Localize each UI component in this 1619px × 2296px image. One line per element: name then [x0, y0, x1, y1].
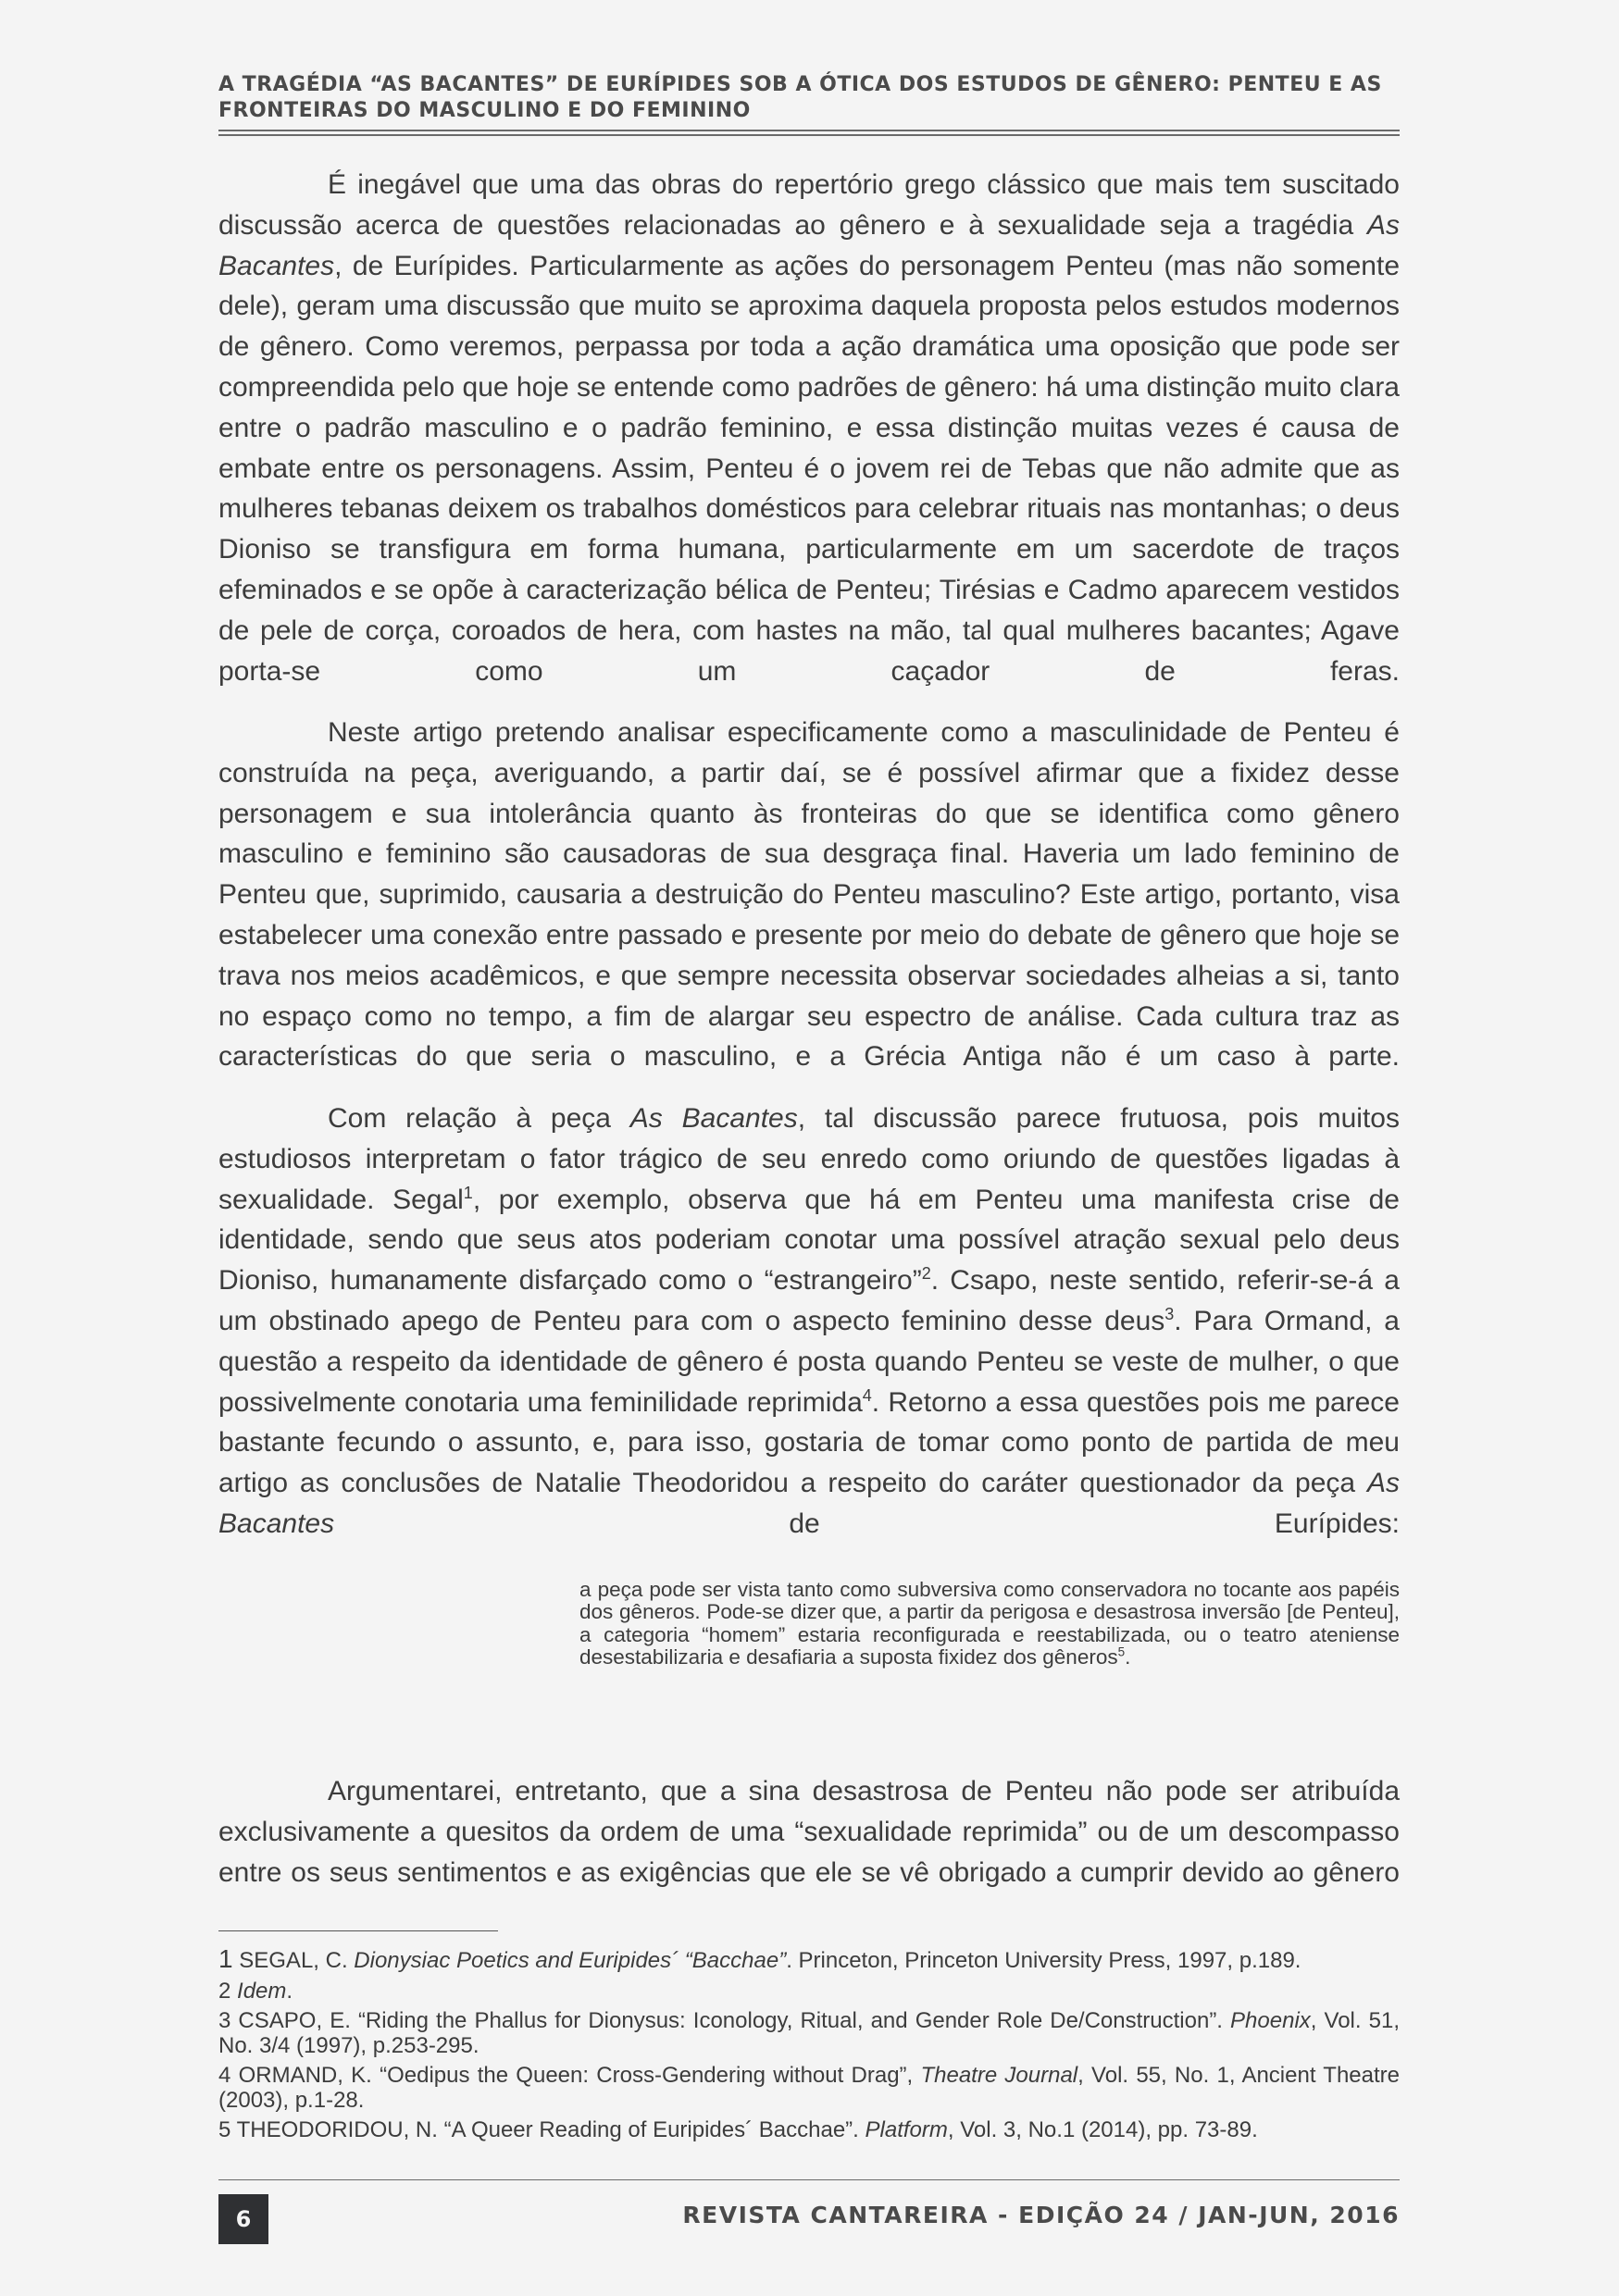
- paragraph-3-text-e: . Para Ormand, a questão a respeito da identidade de gênero é posta quando Penteu se veste de mulher, o que possivelmente conotaria uma feminilidade reprimida: [218, 1305, 1400, 1418]
- footnote-italic: Idem: [237, 1978, 287, 2004]
- footnote-text: CSAPO, E. “Riding the Phallus for Dionysus: Iconology, Ritual, and Gender Role De/Construction”.: [230, 2008, 1231, 2033]
- footnote-3: [218, 2009, 1400, 2058]
- footnote-1: [218, 1944, 1400, 1974]
- play-title: As Bacantes: [629, 1103, 798, 1134]
- footer-rule: [218, 2179, 1400, 2180]
- footnote-italic: Platform: [865, 2117, 948, 2142]
- footnote-italic: Theatre Journal: [920, 2063, 1078, 2088]
- footnote-italic: Phoenix: [1230, 2008, 1311, 2033]
- running-title: [218, 72, 1400, 124]
- paragraph-4: Argumentarei, entretanto, que a sina desastrosa de Penteu não pode ser atribuída exclusivamente a quesitos da ordem de uma “sexualidade reprimida” ou de um descompasso entre os seus sentimentos e as exigências que ele se vê obrigado a cumprir devido ao gênero: [218, 1776, 1400, 1888]
- block-quote: [579, 1579, 1400, 1669]
- footnote-text: , Vol. 3, No.1 (2014), pp. 73-89.: [947, 2117, 1258, 2142]
- footnote-2: [218, 1980, 1400, 2004]
- header-double-rule: [218, 130, 1400, 136]
- footnote-text: .: [286, 1978, 293, 2004]
- paragraph-1-text-a: É inegável que uma das obras do repertório grego clássico que mais tem suscitado discussão acerca de questões relacionadas ao gênero e à sexualidade seja a tragédia: [218, 169, 1400, 241]
- footnote-5: [218, 2118, 1400, 2143]
- footnote-italic: Dionysiac Poetics and Euripides´ “Bacchae”: [354, 1948, 787, 1973]
- footnotes: [218, 1944, 1401, 2149]
- running-title-line-2: FRONTEIRAS DO MASCULINO E DO FEMININO: [218, 99, 751, 122]
- footnote-ref-4[interactable]: 4: [862, 1385, 872, 1405]
- page-number: 6: [218, 2194, 268, 2244]
- running-title-line-1: A TRAGÉDIA “AS BACANTES” DE EURÍPIDES SOB A ÓTICA DOS ESTUDOS DE GÊNERO: PENTEU E AS: [218, 73, 1382, 96]
- footnote-4: [218, 2064, 1400, 2113]
- footnote-number: 1: [218, 1944, 233, 1973]
- footnote-ref-3[interactable]: 3: [1164, 1304, 1175, 1323]
- paragraph-3-text-b: , tal discussão parece frutuosa, pois muitos estudiosos interpretam o fator trágico de seu enredo como oriundo de questões ligadas à sexualidade. Segal: [218, 1103, 1400, 1215]
- footnote-text: SEGAL, C.: [232, 1948, 355, 1973]
- paragraph-3-text-a: Com relação à peça: [328, 1103, 630, 1134]
- paragraph-3: [218, 1098, 1400, 1545]
- paragraph-3-text-g: de Eurípides:: [334, 1508, 1400, 1539]
- play-title: As Bacantes: [218, 209, 1400, 281]
- block-quote-end: .: [1125, 1645, 1131, 1669]
- journal-name: REVISTA CANTAREIRA - EDIÇÃO 24 / JAN-JUN, 2016: [682, 2202, 1400, 2228]
- footnote-text: . Princeton, Princeton University Press, 1997, p.189.: [786, 1948, 1301, 1973]
- footnote-ref-1[interactable]: 1: [463, 1183, 473, 1202]
- footnote-number: 2: [218, 1978, 231, 2004]
- footnote-ref-2[interactable]: 2: [921, 1264, 931, 1284]
- footnote-number: 3: [218, 2008, 231, 2033]
- play-title: As Bacantes: [218, 1468, 1400, 1539]
- footnote-number: 4: [218, 2063, 231, 2088]
- block-quote-text: a peça pode ser vista tanto como subversiva como conservadora no tocante aos papéis dos gêneros. Pode-se dizer que, a partir da perigosa e desastrosa inversão [de Penteu], a categoria “homem” estaria reconfigurada e reestabilizada, ou o teatro ateniense desestabilizaria e desafiaria a suposta fixidez dos gêneros: [579, 1578, 1400, 1669]
- footnote-text: , Vol. 51, No. 3/4 (1997), p.253-295.: [218, 2008, 1400, 2058]
- paragraph-3-text-d: . Csapo, neste sentido, referir-se-á a um obstinado apego de Penteu para com o aspecto feminino desse deus: [218, 1265, 1400, 1336]
- paragraph-1: [218, 165, 1400, 691]
- paragraph-3-text-f: . Retorno a essa questões pois me parece bastante fecundo o assunto, e, para isso, gostaria de tomar como ponto de partida de meu artigo as conclusões de Natalie Theodoridou a respeito do caráter questionador da peça: [218, 1386, 1400, 1499]
- footnote-separator: [218, 1930, 498, 1931]
- paragraph-1-text-b: , de Eurípides. Particularmente as ações do personagem Penteu (mas não somente dele), geram uma discussão que muito se aproxima daquela proposta pelos estudos modernos de gênero. Como veremos, perpassa por toda a ação dramática uma oposição que pode ser compreendida pelo que hoje se entende como padrões de gênero: há uma distinção muito clara entre o padrão masculino e o padrão feminino, e essa distinção muitas vezes é causa de embate entre os personagens. Assim, Penteu é o jovem rei de Tebas que não admite que as mulheres tebanas deixem os trabalhos domésticos para celebrar rituais nas montanhas; o deus Dioniso se transfigura em forma humana, particularmente em um sacerdote de traços efeminados e se opõe à caracterização bélica de Penteu; Tirésias e Cadmo aparecem vestidos de pele de corça, coroados de hera, com hastes na mão, tal qual mulheres bacantes; Agave porta-se como um caçador de feras.: [218, 250, 1400, 687]
- footnote-text: ORMAND, K. “Oedipus the Queen: Cross-Gendering without Drag”,: [230, 2063, 921, 2088]
- footnote-number: 5: [218, 2117, 231, 2142]
- footnote-text: THEODORIDOU, N. “A Queer Reading of Euripides´ Bacchae”.: [230, 2117, 866, 2142]
- paragraph-3-text-c: , por exemplo, observa que há em Penteu uma manifesta crise de identidade, sendo que seus atos poderiam conotar uma possível atração sexual pelo deus Dioniso, humanamente disfarçado como o “estrangeiro”: [218, 1184, 1400, 1297]
- footnote-ref-5[interactable]: 5: [1117, 1644, 1126, 1659]
- footnote-text: , Vol. 55, No. 1, Ancient Theatre (2003), p.1-28.: [218, 2063, 1401, 2113]
- paragraph-2: Neste artigo pretendo analisar especificamente como a masculinidade de Penteu é construída na peça, averiguando, a partir daí, se é possível afirmar que a fixidez desse personagem e sua intolerância quanto às fronteiras do que se identifica como gênero masculino e feminino são causadoras de sua desgraça final. Haveria um lado feminino de Penteu que, suprimido, causaria a destruição do Penteu masculino? Este artigo, portanto, visa estabelecer uma conexão entre passado e presente por meio do debate de gênero que hoje se trava nos meios acadêmicos, e que sempre necessita observar sociedades alheias a si, tanto no espaço como no tempo, a fim de alargar seu espectro de análise. Cada cultura traz as características do que seria o masculino, e a Grécia Antiga não é um caso à parte.: [218, 717, 1400, 1073]
